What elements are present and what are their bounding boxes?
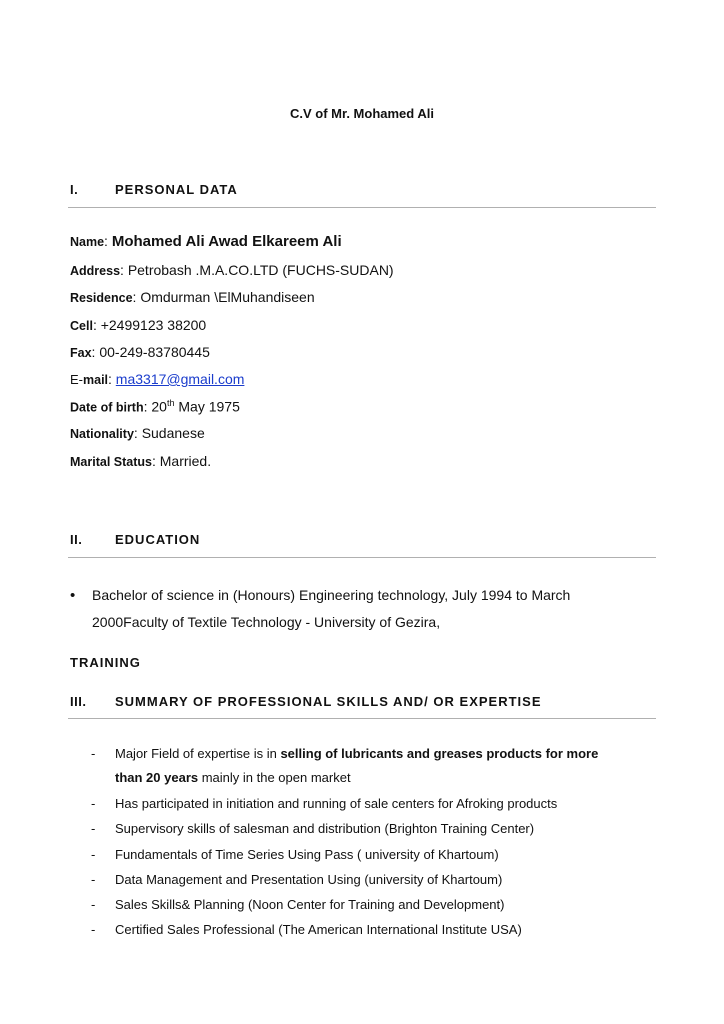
skill-item-6: Sales Skills& Planning (Noon Center for Training and Development) [115,897,505,912]
skill-dash: - [91,922,96,937]
section-divider-education [68,557,656,558]
dob-suffix: th [166,398,175,408]
skill-dash: - [91,872,96,887]
skill-dash: - [91,796,96,811]
skill-dash: - [91,847,96,862]
skill-item-7: Certified Sales Professional (The American International Institute USA) [115,922,522,937]
address-value: Petrobash .M.A.CO.LTD (FUCHS-SUDAN) [127,262,394,278]
nationality-row: Nationality: Sudanese [70,425,205,441]
section-divider-skills [68,718,656,719]
skill-1-bold: selling of lubricants and greases products for more [280,746,599,761]
skill-1b-bold: than 20 years [115,770,199,785]
name-label: Name [70,235,105,249]
cell-row: Cell: +2499123 38200 [70,317,207,333]
skill-1-text: Major Field of expertise is in [115,746,281,761]
skill-1b-text: mainly in the open market [198,770,351,785]
address-label: Address [70,264,121,278]
email-label: mail [83,373,109,387]
residence-row: Residence: Omdurman \ElMuhandiseen [70,289,315,305]
education-bullet: • [70,587,76,604]
fax-value: 00-249-83780445 [99,344,210,360]
marital-label: Marital Status [70,455,152,469]
skill-item-5: Data Management and Presentation Using (university of Khartoum) [115,872,503,887]
education-line-2: 2000Faculty of Textile Technology - University of Gezira, [92,614,441,630]
dob-label: Date of birth [70,400,144,415]
dob-rest: May 1975 [178,398,240,415]
skill-item-3: Supervisory skills of salesman and distribution (Brighton Training Center) [115,821,535,836]
training-heading: TRAINING [70,655,141,670]
residence-value: Omdurman \ElMuhandiseen [140,289,315,305]
skill-item-1-continued [115,770,351,785]
section-number-skills: III. [70,694,87,709]
marital-value: Married. [159,453,212,469]
fax-row: Fax: 00-249-83780445 [70,344,210,360]
section-title-education: EDUCATION [115,532,201,547]
skill-dash: - [91,746,96,761]
email-row: E-mail: ma3317@gmail.com [70,371,245,387]
name-row: Name: Mohamed Ali Awad Elkareem Ali [70,233,342,250]
skill-dash: - [91,897,96,912]
email-link[interactable]: ma3317@gmail.com [115,371,245,387]
dob-row: Date of birth: 20th May 1975 [70,398,240,415]
skill-item-1 [115,746,598,761]
section-divider-personal [68,207,656,208]
skill-item-4: Fundamentals of Time Series Using Pass ( university of Khartoum) [115,847,499,862]
skill-dash: - [91,821,96,836]
fax-label: Fax [70,346,92,360]
section-title-skills: SUMMARY OF PROFESSIONAL SKILLS AND/ OR EXPERTISE [115,694,542,709]
dob-day: 20 [151,398,167,415]
marital-row: Marital Status: Married. [70,453,212,469]
name-value: Mohamed Ali Awad Elkareem Ali [111,233,342,250]
nationality-value: Sudanese [141,425,205,441]
skill-item-2: Has participated in initiation and running of sale centers for Afroking products [115,796,558,811]
section-number-personal: I. [70,182,79,197]
address-row: Address: Petrobash .M.A.CO.LTD (FUCHS-SUDAN) [70,262,394,278]
cv-title: C.V of Mr. Mohamed Ali [290,106,434,121]
residence-label: Residence [70,291,133,305]
section-number-education: II. [70,532,83,547]
nationality-label: Nationality [70,427,134,441]
section-title-personal: PERSONAL DATA [115,182,238,197]
education-line-1: Bachelor of science in (Honours) Engineering technology, July 1994 to March [92,587,571,603]
email-label-prefix: E- [70,372,83,387]
cell-value: +2499123 38200 [100,317,207,333]
cell-label: Cell [70,319,93,333]
